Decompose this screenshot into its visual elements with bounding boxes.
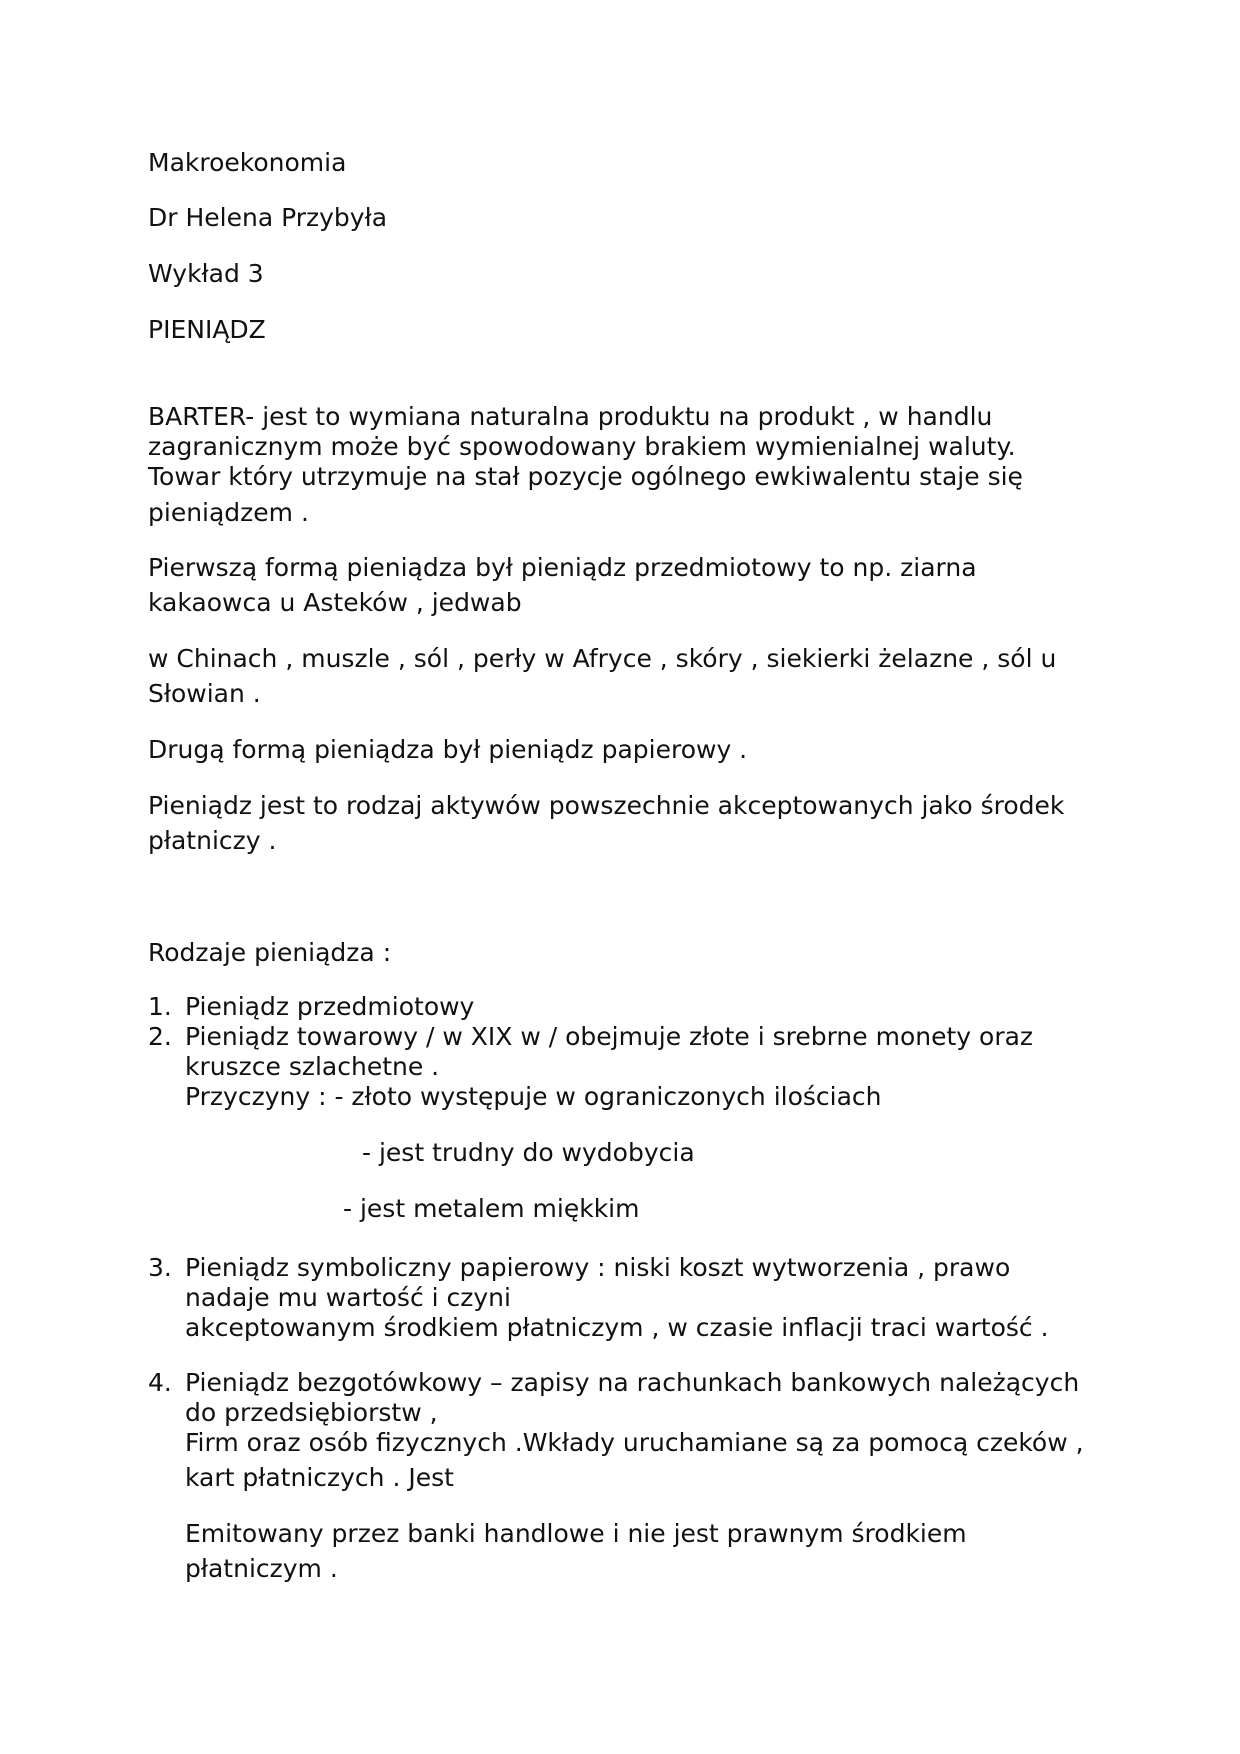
first-form-line: Pierwszą formą pieniądza był pieniądz przedmiotowy to np. ziarna <box>148 553 977 582</box>
list-item-text: kart płatniczych . Jest <box>185 1463 454 1492</box>
list-number: 2. <box>148 1022 172 1051</box>
list-item-text: akceptowanym środkiem płatniczym , w czasie inflacji traci wartość . <box>185 1313 1049 1342</box>
list-item-text: Pieniądz bezgotówkowy – zapisy na rachunkach bankowych należących <box>185 1368 1080 1397</box>
course-title: Makroekonomia <box>148 148 347 177</box>
lecturer-name: Dr Helena Przybyła <box>148 203 388 232</box>
examples-line: Słowian . <box>148 679 261 708</box>
topic-heading: PIENIĄDZ <box>148 315 266 344</box>
definition-line: Pieniądz jest to rodzaj aktywów powszechnie akceptowanych jako środek <box>148 791 1065 820</box>
examples-line: w Chinach , muszle , sól , perły w Afryce , skóry , siekierki żelazne , sól u <box>148 644 1057 673</box>
list-number: 1. <box>148 992 172 1021</box>
barter-line: BARTER- jest to wymiana naturalna produktu na produkt , w handlu <box>148 402 993 431</box>
types-heading: Rodzaje pieniądza : <box>148 938 392 967</box>
barter-line: pieniądzem . <box>148 498 309 527</box>
list-item-text: kruszce szlachetne . <box>185 1052 440 1081</box>
list-item-text: nadaje mu wartość i czyni <box>185 1283 511 1312</box>
list-item-text: Pieniądz symboliczny papierowy : niski koszt wytworzenia , prawo <box>185 1253 1011 1282</box>
reasons-line: Przyczyny : - złoto występuje w ograniczonych ilościach <box>185 1082 882 1111</box>
list-number: 3. <box>148 1253 172 1282</box>
second-form-paragraph: Drugą formą pieniądza był pieniądz papierowy . <box>148 735 748 764</box>
barter-line: zagranicznym może być spowodowany brakiem wymienialnej waluty. <box>148 432 1016 461</box>
reason-line: - jest trudny do wydobycia <box>362 1138 695 1167</box>
lecture-number: Wykład 3 <box>148 259 264 288</box>
list-number: 4. <box>148 1368 172 1397</box>
barter-line: Towar który utrzymuje na stał pozycje ogólnego ewkiwalentu staje się <box>148 462 1023 491</box>
list-item-text: Firm oraz osób fizycznych .Wkłady uruchamiane są za pomocą czeków , <box>185 1428 1084 1457</box>
list-item-text: do przedsiębiorstw , <box>185 1398 438 1427</box>
definition-line: płatniczy . <box>148 826 277 855</box>
list-item-text: Emitowany przez banki handlowe i nie jest prawnym środkiem <box>185 1519 967 1548</box>
list-item-text: płatniczym . <box>185 1554 338 1583</box>
reason-line: - jest metalem miękkim <box>343 1194 640 1223</box>
first-form-line: kakaowca u Asteków , jedwab <box>148 588 522 617</box>
list-item-text: Pieniądz towarowy / w XIX w / obejmuje złote i srebrne monety oraz <box>185 1022 1034 1051</box>
list-item-text: Pieniądz przedmiotowy <box>185 992 475 1021</box>
